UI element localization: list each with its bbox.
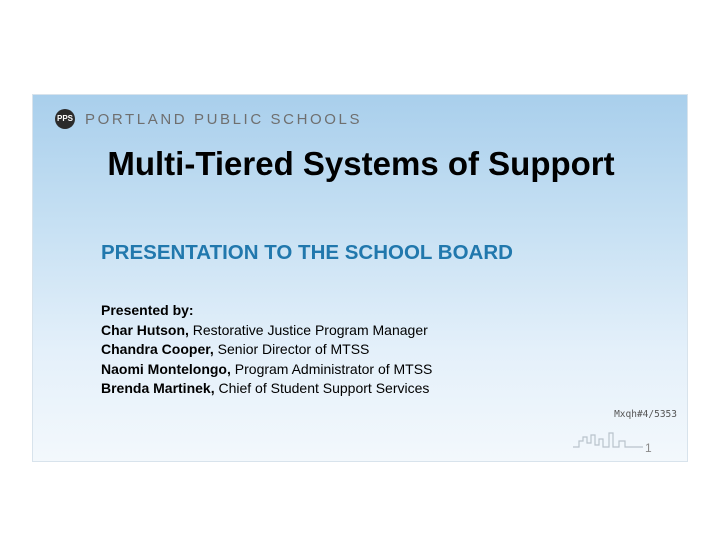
presenter-name: Brenda Martinek, — [101, 380, 215, 396]
footer-code: Mxqh#4/5353 — [614, 409, 677, 420]
slide-title: Multi-Tiered Systems of Support — [107, 145, 615, 182]
city-skyline-icon — [573, 427, 643, 451]
presented-by-label: Presented by: — [101, 302, 194, 318]
presenter-line — [101, 360, 432, 380]
presenter-name: Naomi Montelongo, — [101, 360, 231, 377]
presenter-role: Restorative Justice Program Manager — [188, 321, 428, 338]
page-number: 1 — [645, 441, 652, 455]
presenter-role: Chief of Student Support Services — [214, 380, 430, 396]
presenters-block — [101, 301, 432, 399]
presenter-name: Char Hutson, — [101, 321, 189, 338]
presenter-line — [101, 340, 432, 360]
org-name: PORTLAND PUBLIC SCHOOLS — [85, 111, 363, 128]
presenter-name: Chandra Cooper, — [101, 341, 214, 357]
slide — [32, 94, 688, 462]
presenter-line — [101, 379, 432, 399]
slide-subtitle: PRESENTATION TO THE SCHOOL BOARD — [101, 241, 513, 264]
presenter-line — [101, 321, 432, 341]
pps-logo-icon: PPS — [55, 109, 75, 129]
presenter-role: Program Administrator of MTSS — [230, 360, 433, 377]
presenter-role: Senior Director of MTSS — [213, 341, 370, 357]
